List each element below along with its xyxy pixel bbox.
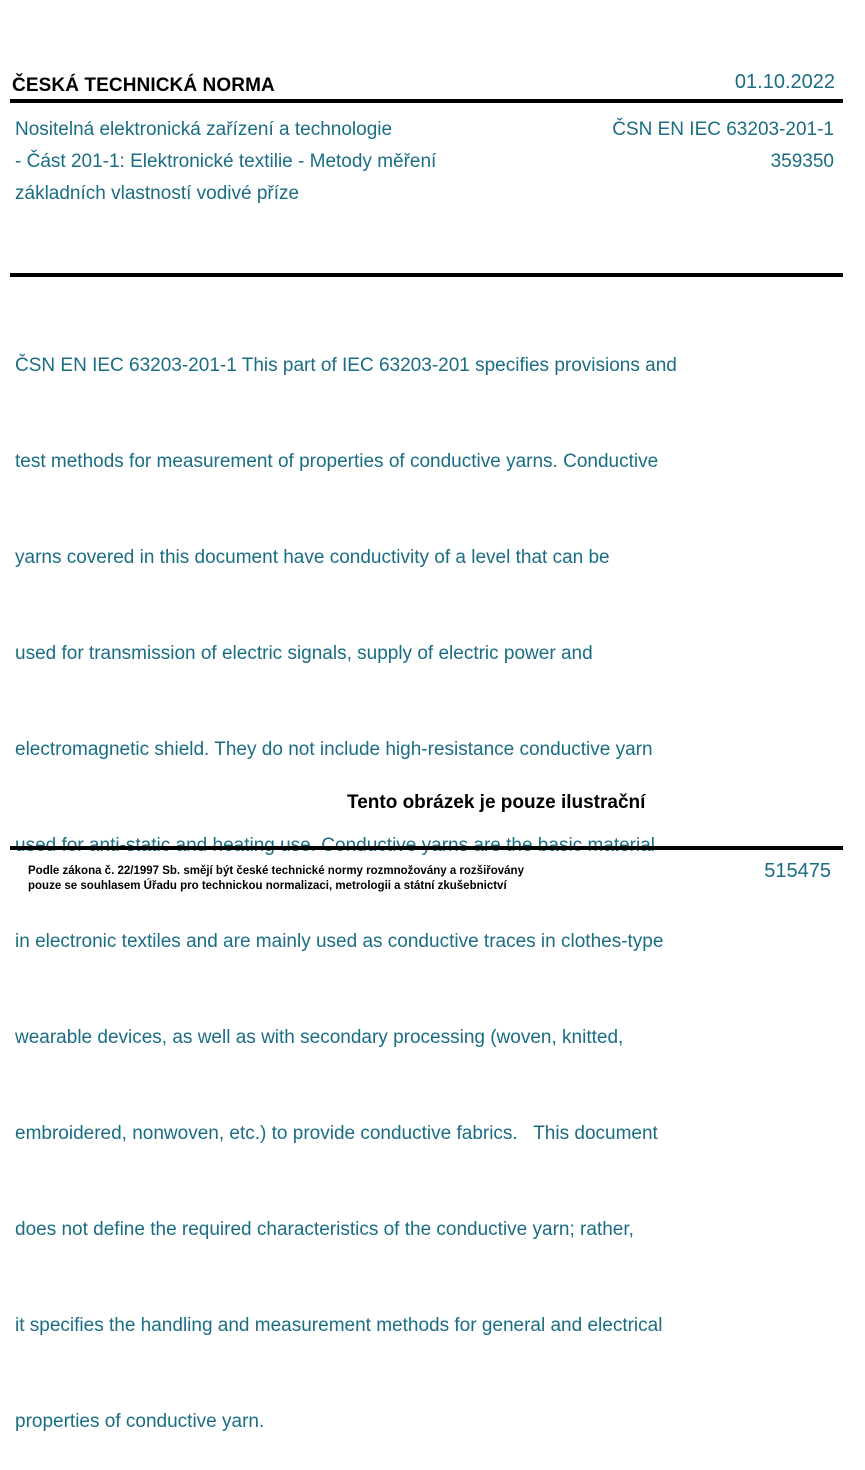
standard-identifier [612,114,834,178]
abstract-line: used for transmission of electric signals, supply of electric power and [15,643,593,664]
illustration-note: Tento obrázek je pouze ilustrační [347,792,646,813]
legal-line: pouze se souhlasem Úřadu pro technickou normalizaci, metrologii a státní zkušebnictví [28,880,507,892]
abstract-line: ČSN EN IEC 63203-201-1 This part of IEC 63203-201 specifies provisions and [15,355,677,376]
abstract-line: electromagnetic shield. They do not include high-resistance conductive yarn [15,739,653,760]
abstract-line: it specifies the handling and measurement methods for general and electrical [15,1315,663,1336]
abstract-line: embroidered, nonwoven, etc.) to provide conductive fabrics. This document [15,1123,658,1144]
abstract-line: properties of conductive yarn. [15,1411,265,1432]
catalog-number: 515475 [764,860,831,882]
norm-heading: ČESKÁ TECHNICKÁ NORMA [12,75,275,96]
abstract-line: in electronic textiles and are mainly used as conductive traces in clothes-type [15,931,664,952]
abstract-line: yarns covered in this document have conductivity of a level that can be [15,547,610,568]
standard-title-line: Nositelná elektronická zařízení a technologie [15,119,393,140]
standard-title [15,114,535,210]
legal-line: Podle zákona č. 22/1997 Sb. smějí být české technické normy rozmnožovány a rozšiřovány [28,865,524,877]
abstract-line: wearable devices, as well as with secondary processing (woven, knitted, [15,1027,624,1048]
publication-date: 01.10.2022 [734,71,835,93]
standard-code: ČSN EN IEC 63203-201-1 [612,119,834,140]
standard-title-line: základních vlastností vodivé příze [15,183,300,204]
header-rule [10,99,843,103]
abstract-line: test methods for measurement of properties of conductive yarns. Conductive [15,451,659,472]
abstract-line: does not define the required characteristics of the conductive yarn; rather, [15,1219,634,1240]
legal-notice [28,864,524,894]
class-number: 359350 [770,151,834,172]
section-rule [10,273,843,277]
standard-title-line: - Část 201-1: Elektronické textilie - Metody měření [15,151,437,172]
footer-rule [10,846,843,850]
